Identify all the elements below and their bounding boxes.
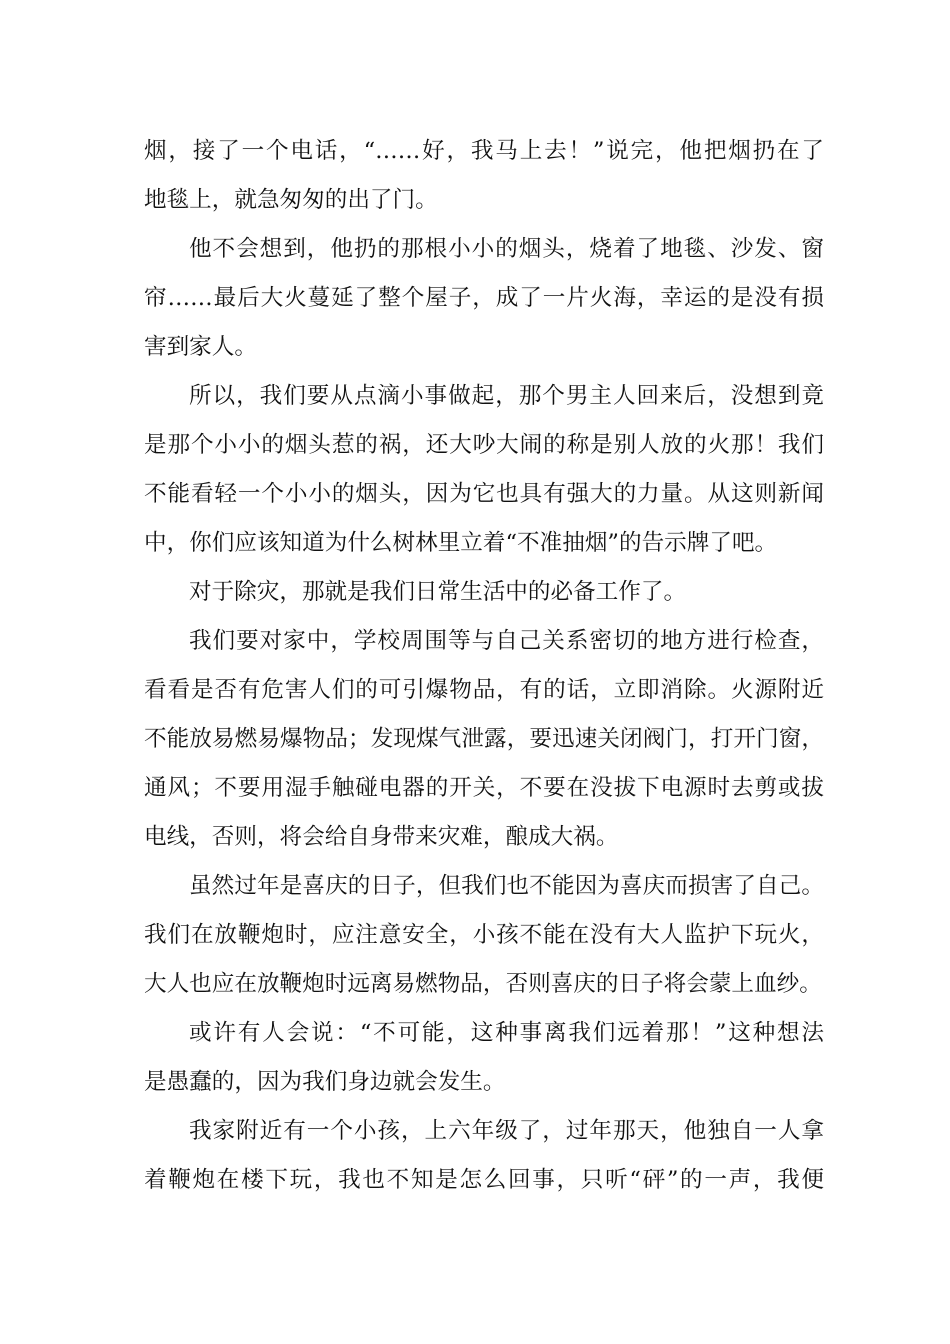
text-line: 我家附近有一个小孩，上六年级了，过年那天，他独自一人拿: [189, 1118, 824, 1144]
text-line: 不能看轻一个小小的烟头，因为它也具有强大的力量。从这则新闻: [144, 481, 824, 507]
text-line: 或许有人会说：“不可能，这种事离我们远着那！”这种想法: [189, 1020, 824, 1046]
text-line: 对于除灾，那就是我们日常生活中的必备工作了。: [189, 579, 687, 605]
paragraph: [144, 372, 824, 568]
text-line: 害到家人。: [144, 334, 257, 360]
text-line: 我们要对家中，学校周围等与自己关系密切的地方进行检查，: [189, 628, 824, 654]
paragraph: [144, 127, 824, 225]
text-line: 虽然过年是喜庆的日子，但我们也不能因为喜庆而损害了自己。: [189, 873, 824, 899]
text-line: 我们在放鞭炮时，应注意安全，小孩不能在没有大人监护下玩火，: [144, 922, 824, 948]
text-line: 是愚蠢的，因为我们身边就会发生。: [144, 1069, 506, 1095]
paragraph: [144, 862, 824, 1009]
text-line: 看看是否有危害人们的可引爆物品，有的话，立即消除。火源附近: [144, 677, 824, 703]
paragraph: [144, 1009, 824, 1107]
paragraph: [144, 225, 824, 372]
text-line: 他不会想到，他扔的那根小小的烟头，烧着了地毯、沙发、窗: [189, 236, 824, 262]
text-line: 不能放易燃易爆物品；发现煤气泄露，要迅速关闭阀门，打开门窗，: [144, 726, 824, 752]
text-line: 通风；不要用湿手触碰电器的开关，不要在没拔下电源时去剪或拔: [144, 775, 824, 801]
text-line: 是那个小小的烟头惹的祸，还大吵大闹的称是别人放的火那！我们: [144, 432, 824, 458]
paragraph: [144, 1107, 824, 1205]
text-line: 烟，接了一个电话，“……好，我马上去！”说完，他把烟扔在了: [144, 138, 824, 164]
paragraph: [144, 617, 824, 862]
text-line: 中，你们应该知道为什么树林里立着“不准抽烟”的告示牌了吧。: [144, 530, 778, 556]
text-line: 所以，我们要从点滴小事做起，那个男主人回来后，没想到竟: [189, 383, 824, 409]
text-line: 大人也应在放鞭炮时远离易燃物品，否则喜庆的日子将会蒙上血纱。: [144, 971, 822, 997]
text-line: 着鞭炮在楼下玩，我也不知是怎么回事，只听“砰”的一声，我便: [144, 1167, 824, 1193]
paragraph: [144, 568, 824, 617]
text-line: 电线，否则，将会给自身带来灾难，酿成大祸。: [144, 824, 619, 850]
text-line: 地毯上，就急匆匆的出了门。: [144, 187, 438, 213]
body-text: [144, 127, 824, 1205]
text-line: 帘……最后大火蔓延了整个屋子，成了一片火海，幸运的是没有损: [144, 285, 824, 311]
